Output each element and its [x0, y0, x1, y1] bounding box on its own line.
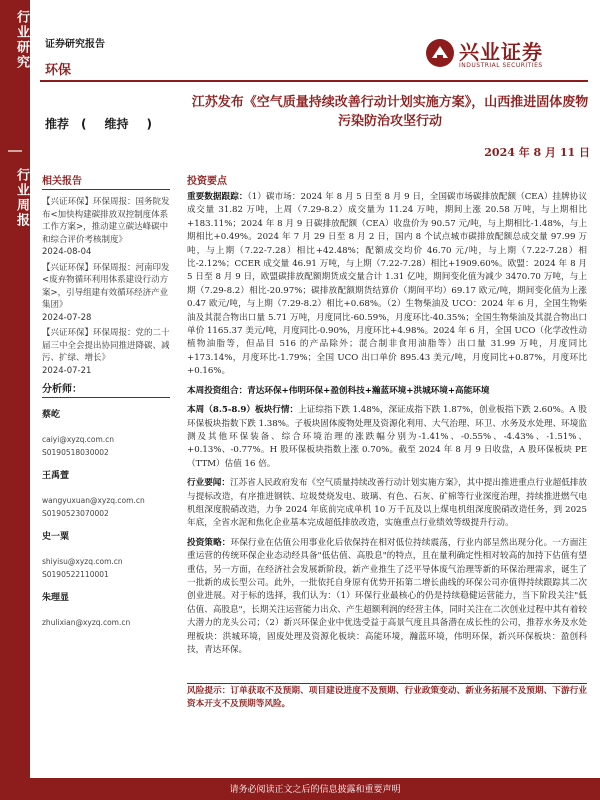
strategy-lead: 投资策略：: [187, 537, 231, 548]
related-report-date: 2024-07-28: [42, 312, 92, 323]
sidebar-top-label: 行业研究: [14, 10, 29, 70]
portfolio-text: 青达环保+伟明环保+盈创科技+瀚蓝环境+洪城环境+高能环境: [247, 385, 490, 396]
analyst-name: 蔡屹: [42, 410, 61, 420]
report-date: 2024 年 8 月 11 日: [484, 146, 590, 159]
related-report-text: 【兴证环保】环保周报：国务院发布<加快构建碳排放双控制度体系工作方案>，推动建立碳达峰碳中和综合评价考核制度》: [42, 197, 170, 245]
company-logo: [425, 36, 585, 72]
analyst-card: [42, 529, 170, 581]
analyst-cert: S0190518030002: [42, 448, 109, 457]
logo-cn-text: 兴业证券: [459, 40, 543, 64]
strategy-text: 环保行业在估值公用事业化后依保持在相对低位持续震荡，行业内部呈然出现分化。一方面注重运营的传统环保企业态动经具备"低估值、高股息"的特点，且在量利确定性相对较高的加持下估值有望重估，另一方面，在经济社会发展新阶段，新产业推生了泛平导体废气治理等新的环保治理需求，诞生了一批新的成长型公司。此外，一批依托自身原有优势开拓第二增长曲线的环保公司亦值得持续跟踪其二次创业进展。对于标的选择，我们认为：（1）环保行业最核心的仍是持续稳健运营能力，当下阶段关注"低估值、高股息"，长期关注运营能力出众、产生超额利润的经营主体，同时关注在二次创业过程中其有着较大潜力的龙头公司；（2）新兴环保企业中优选受益于高景气度且具备潜在成长性的公司，推荐水务及水处理板块：洪城环境，固废处理及资源化板块：高能环境，瀚蓝环境，伟明环保，新兴环保板块：盈创科技，青达环保。: [187, 537, 587, 655]
left-column: [42, 172, 170, 629]
market-lead: 本周（8.5-8.9）板块行情：: [187, 405, 299, 416]
investment-highlights-title: 投资要点: [187, 176, 227, 187]
rating-open-paren: (: [81, 117, 87, 131]
analyst-name: 王禹萱: [42, 471, 70, 481]
logo-en-text: INDUSTRIAL SECURITIES: [459, 62, 543, 69]
portfolio-lead: 本周投资组合：: [187, 385, 248, 396]
analyst-email[interactable]: shiyisu@xyzq.com.cn: [42, 557, 123, 566]
risk-divider: [187, 683, 587, 684]
analyst-card: [42, 407, 170, 459]
rating: [45, 115, 152, 132]
analyst-name: 史一粟: [42, 532, 70, 542]
news-paragraph: [187, 477, 587, 531]
rating-label: 推荐: [45, 117, 70, 131]
data-tracking-text: （1）碳市场：2024 年 8 月 5 日至 8 月 9 日，全国碳市场碳排放配额（CEA）挂牌协议成交量 31.82 万吨，上周（7.29-8.2）成交量为 11.24 万吨，期间上涨 20.58 万吨，与上期相比+183.11%；2024 年 8 月 9 日碳排放配额（CEA）收盘价为 90.57 元/吨，与上期相比-1.48%，与上期相比+0.49%。2024 年 7 月 29 日至 8 月 2 日，国内 8 个试点城市碳排放配额总成交量 97.99 万吨，与上期（7.22-7.28）相比+42.48%；配额成交均价 46.70 元/吨，与上期（7.22-7.28）相比-2.12%；CCER 成交量 46.91 万吨，与上期（7.22-7.28）相比+1909.60%。欧盟：2024 年 8 月 5 日至 8 月 9 日，欧盟碳排放配额期货成交量合计 1.31 亿吨，期间变化值为减少 3470.70 万吨，与上期（7.29-8.2）相比-20.97%；碳排放配额期货结算价（期间平均）69.17 欧元/吨，期间变化值为上涨 0.47 欧元/吨，与上期（7.29-8.2）相比+0.68%。（2）生物柴油及 UCO：2024 年 6 月，全国生物柴油及其混合物出口量 5.71 万吨，月度同比-60.59%，月度环比-40.35%；全国生物柴油及其混合物出口单价 1165.37 美元/吨，月度同比-0.90%，月度环比+4.98%。2024 年 6 月，全国 UCO（化学改性动植物油脂等，但品目 516 的产品除外；混合制非食用油脂等）出口量 31.99 万吨，月度同比+173.14%，月度环比-1.79%；全国 UCO 出口单价 895.43 美元/吨，月度同比+0.87%，月度环比+0.16%。: [187, 192, 587, 377]
report-title: 江苏发布《空气质量持续改善行动计划实施方案》，山西推进固体废物污染防治攻坚行动: [191, 95, 589, 129]
related-report-date: 2024-08-04: [42, 247, 92, 257]
sidebar-divider: [8, 150, 22, 152]
data-tracking-paragraph: [187, 191, 587, 379]
related-report-date: 2024-07-21: [42, 365, 92, 376]
related-report-text: 【兴证环保】环保周报：党的二十届三中全会提出协同推进降碳、减污、扩绿、增长》: [42, 328, 170, 363]
header-divider: [40, 80, 588, 82]
report-type: 证券研究报告: [45, 39, 105, 50]
portfolio-paragraph: [187, 385, 587, 398]
related-report-text: 【兴证环保】环保周报：河南印发<废弃物循环利用体系建设行动方案>，引导组建有效循环经济产业集团》: [42, 262, 170, 310]
data-tracking-lead: 重要数据跟踪：: [187, 192, 248, 202]
related-report[interactable]: [42, 196, 170, 259]
analyst-email[interactable]: wangyuxuan@xyzq.com.cn: [42, 496, 145, 505]
related-reports-title: 相关报告: [42, 172, 170, 190]
logo-icon: [425, 38, 455, 68]
analyst-card: [42, 468, 170, 520]
market-text: 上证综指下跌 1.48%，深证成指下跌 1.87%，创业板指下跌 2.60%。A 股环保板块指数下跌 1.38%。子板块固体废物处理及资源化利用、大气治理、环卫、水务及水处理、环境监测及其他环保装备、综合环境治理的涨跌幅分别为-1.41%、-0.55%、-4.43%、-1.51%、+0.13%、-0.77%。H 股环保板块指数上涨 0.70%。截至 2024 年 8 月 9 日收盘，A 股环保板块 PE（TTM）估值 16 倍。: [187, 405, 587, 469]
market-paragraph: [187, 404, 587, 471]
analyst-card: [42, 590, 170, 629]
related-report[interactable]: [42, 262, 170, 325]
rating-close-paren: ): [146, 117, 152, 131]
analysts-title: 分析师：: [42, 380, 170, 398]
analyst-name: 朱理显: [42, 593, 70, 603]
industry-label: 环保: [45, 63, 72, 78]
analyst-cert: S0190523070002: [42, 509, 109, 518]
news-text: 江苏省人民政府发布《空气质量持续改善行动计划实施方案》，其中提出推进重点行业超低排放与提标改造，有序推进钢铁、垃圾焚烧发电、玻璃、有色、石灰、矿棉等行业深度治理，持续推进燃气电机组深度脱硝改造，力争 2024 年底前完成单机 10 万千瓦及以上煤电机组深度脱硝改造任务，到 2025 年底，全省水泥和焦化企业基本完成超低排放改造，实施重点行业绩效等级提升行动。: [187, 478, 587, 529]
footer-disclaimer: 请务必阅读正文之后的信息披露和重要声明: [229, 785, 401, 795]
left-sidebar: [0, 0, 30, 800]
sidebar-mid-label: 行业周报: [14, 168, 29, 228]
strategy-paragraph: [187, 537, 587, 658]
risk-warning: 风险提示：订单获取不及预期、项目建设进度不及预期、行业政策变动、新业务拓展不及预期、下游行业资本开支不及预期等风险。: [187, 686, 587, 710]
analyst-email[interactable]: zhulixian@xyzq.com.cn: [42, 618, 131, 627]
news-lead: 行业要闻：: [187, 478, 231, 489]
main-content: [187, 172, 587, 657]
analyst-cert: S0190522110001: [42, 570, 109, 579]
analyst-email[interactable]: caiyi@xyzq.com.cn: [42, 435, 115, 444]
related-report[interactable]: [42, 327, 170, 377]
rating-value: 维持: [104, 117, 129, 131]
